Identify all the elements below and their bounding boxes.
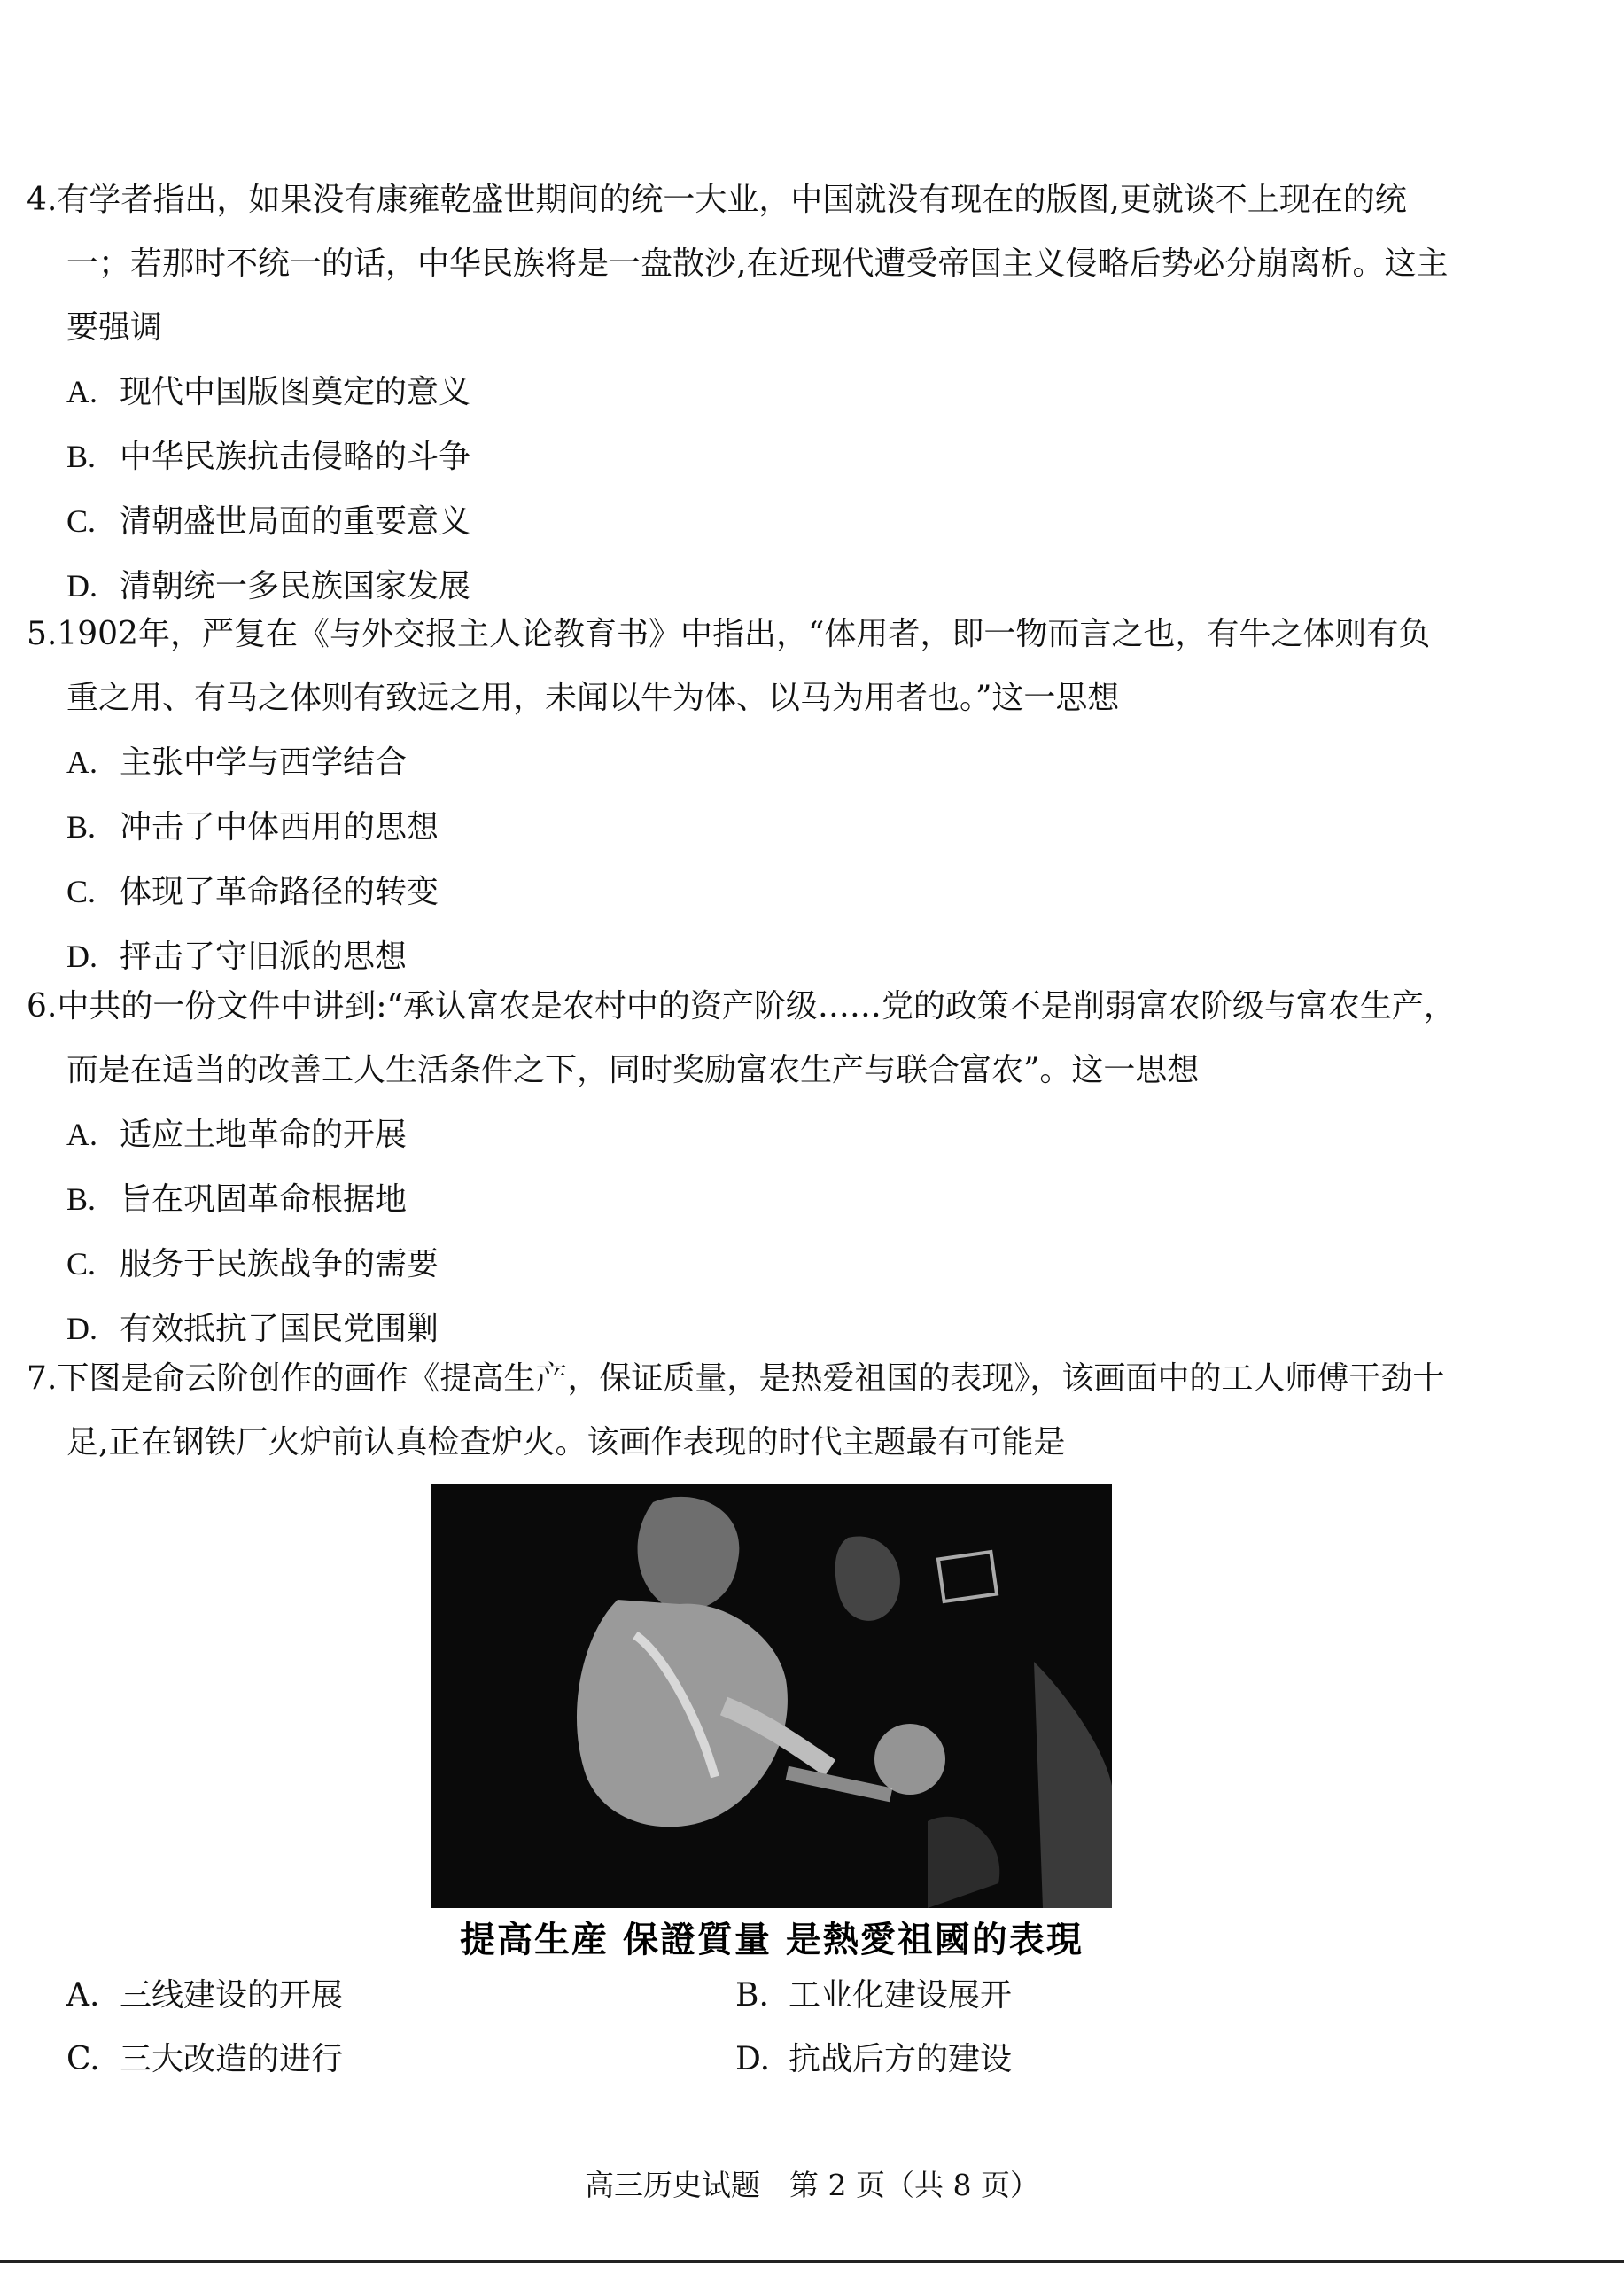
page-bottom-rule xyxy=(0,2260,1624,2263)
option-text: 工业化建设展开 xyxy=(789,1977,1013,2014)
question-stem: 6.中共的一份文件中讲到:“承认富农是农村中的资产阶级……党的政策不是削弱富农阶级与富农生产，而是在适当的改善工人生活条件之下，同时奖励富农生产与联合富农”。这一思想 xyxy=(27,988,1456,1088)
option-letter: D. xyxy=(735,2041,771,2077)
option-letter: A. xyxy=(66,374,97,409)
page-footer: 高三历史试题 第 2 页（共 8 页） xyxy=(585,2168,1039,2202)
option-b xyxy=(27,795,1462,860)
question-stem: 5.1902年，严复在《与外交报主人论教育书》中指出，“体用者，即一物而言之也，有牛之体则有负重之用、有马之体则有致远之用，未闻以牛为体、以马为用者也。”这一思想 xyxy=(27,616,1431,716)
option-b xyxy=(27,425,1462,489)
option-letter: D. xyxy=(66,568,97,604)
option-c xyxy=(27,860,1462,924)
option-a xyxy=(27,360,1462,425)
option-text: 中华民族抗击侵略的斗争 xyxy=(120,439,471,475)
option-b xyxy=(27,1167,1462,1232)
option-letter: A. xyxy=(66,1117,97,1152)
option-c xyxy=(27,489,1462,554)
painting-figure xyxy=(431,1484,1112,1962)
option-b xyxy=(735,1964,1404,2028)
option-text: 三线建设的开展 xyxy=(120,1977,344,2014)
question-5 xyxy=(27,603,1462,989)
question-stem: 4.有学者指出，如果没有康雍乾盛世期间的统一大业，中国就没有现在的版图,更就谈不上现在的统一；若那时不统一的话，中华民族将是一盘散沙,在近现代遭受帝国主义侵略后势必分崩离析。这主要强调 xyxy=(27,182,1449,346)
painting-image xyxy=(431,1484,1112,1908)
option-a xyxy=(27,1102,1462,1167)
option-letter: B. xyxy=(66,809,97,845)
option-text: 主张中学与西学结合 xyxy=(120,744,408,781)
option-text: 三大改造的进行 xyxy=(120,2041,344,2077)
option-a xyxy=(66,1964,735,2028)
option-letter: C. xyxy=(66,2041,100,2077)
option-text: 适应土地革命的开展 xyxy=(120,1117,408,1153)
option-letter: D. xyxy=(66,939,97,974)
option-d xyxy=(735,2028,1404,2092)
option-letter: A. xyxy=(66,744,97,780)
option-letter: C. xyxy=(66,874,97,909)
option-text: 抗战后方的建设 xyxy=(789,2041,1013,2077)
option-text: 冲击了中体西用的思想 xyxy=(120,809,439,845)
painting-caption: 提高生産 保證質量 是熱愛祖國的表現 xyxy=(460,1920,1084,1960)
option-letter: A. xyxy=(66,1977,100,2014)
option-a xyxy=(27,730,1462,795)
question-4 xyxy=(27,168,1462,619)
option-row xyxy=(27,2028,1462,2092)
option-letter: B. xyxy=(66,1181,97,1217)
option-letter: B. xyxy=(735,1977,769,2014)
option-letter: D. xyxy=(66,1311,97,1346)
option-c xyxy=(27,1232,1462,1297)
option-text: 清朝盛世局面的重要意义 xyxy=(120,503,471,540)
option-text: 旨在巩固革命根据地 xyxy=(120,1181,408,1218)
option-letter: B. xyxy=(66,439,97,474)
option-text: 服务于民族战争的需要 xyxy=(120,1246,439,1282)
option-text: 清朝统一多民族国家发展 xyxy=(120,568,471,604)
option-text: 有效抵抗了国民党围剿 xyxy=(120,1311,439,1347)
option-letter: C. xyxy=(66,503,97,539)
option-text: 体现了革命路径的转变 xyxy=(120,874,439,910)
option-text: 现代中国版图奠定的意义 xyxy=(120,374,471,410)
question-stem: 7.下图是俞云阶创作的画作《提高生产，保证质量，是热爱祖国的表现》，该画面中的工人师傅干劲十足,正在钢铁厂火炉前认真检查炉火。该画作表现的时代主题最有可能是 xyxy=(27,1360,1445,1461)
question-6 xyxy=(27,975,1462,1361)
option-row xyxy=(27,1964,1462,2028)
question-7-options xyxy=(27,1964,1462,2092)
option-c xyxy=(66,2028,735,2092)
question-7 xyxy=(27,1347,1462,1475)
option-letter: C. xyxy=(66,1246,97,1282)
option-text: 抨击了守旧派的思想 xyxy=(120,939,408,975)
